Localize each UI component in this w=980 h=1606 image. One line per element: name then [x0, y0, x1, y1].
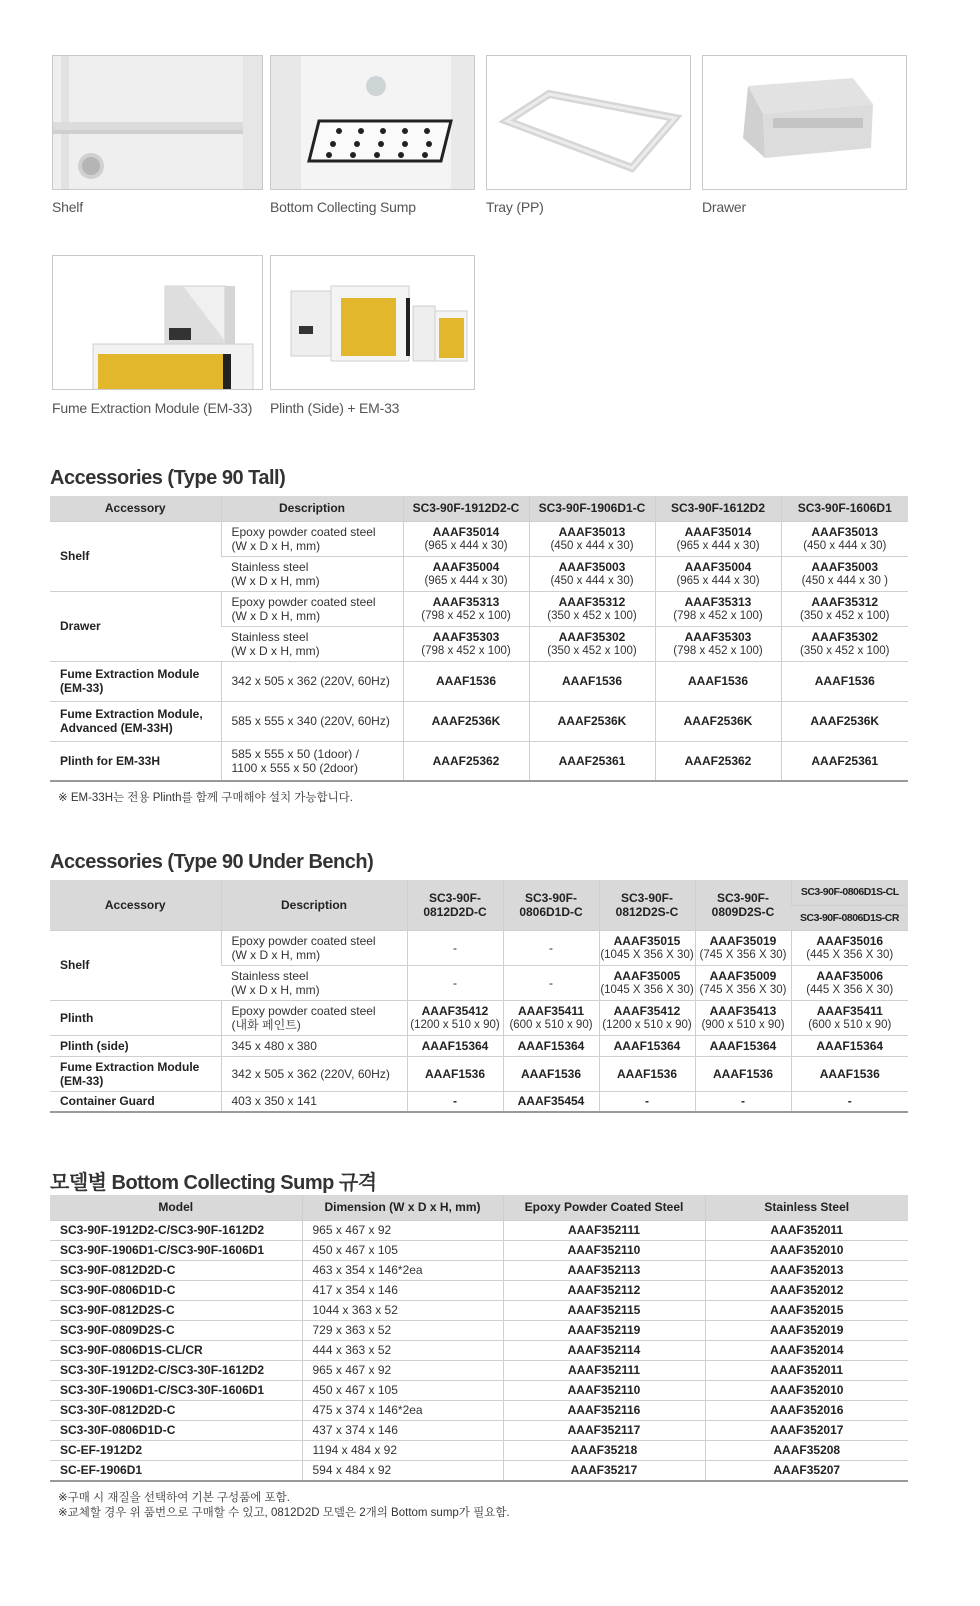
code-cell: AAAF35013 (450 x 444 x 30) [529, 521, 655, 556]
tall-note: ※ EM-33H는 전용 Plinth를 함께 구매해야 설치 가능합니다. [58, 792, 353, 804]
stainless-code-cell: AAAF352019 [705, 1320, 908, 1340]
tall-section-title: Accessories (Type 90 Tall) [50, 467, 286, 489]
dimension-cell: 450 x 467 x 105 [302, 1240, 503, 1260]
table-row [50, 1091, 908, 1112]
code-cell: AAAF35009 (745 X 356 X 30) [695, 965, 791, 1000]
stainless-code-cell: AAAF35208 [705, 1440, 908, 1460]
description-cell: Epoxy powder coated steel (W x D x H, mm) [221, 521, 403, 556]
code-cell: AAAF35454 [503, 1091, 599, 1112]
fume-module-image [52, 255, 263, 390]
epoxy-code-cell: AAAF352111 [503, 1360, 705, 1380]
table-row [50, 1056, 908, 1091]
stainless-code-cell: AAAF35207 [705, 1460, 908, 1481]
table-row [50, 1340, 908, 1360]
bench-section-title: Accessories (Type 90 Under Bench) [50, 851, 374, 873]
description-cell: 342 x 505 x 362 (220V, 60Hz) [221, 661, 403, 701]
model-cell: SC3-90F-0809D2S-C [50, 1320, 302, 1340]
code-cell: AAAF25362 [655, 741, 781, 781]
stainless-code-cell: AAAF352014 [705, 1340, 908, 1360]
table-row [50, 1000, 908, 1035]
code-cell: AAAF35004 (965 x 444 x 30) [655, 556, 781, 591]
accessory-label: Fume Extraction Module (EM-33) [50, 1056, 221, 1091]
model-cell: SC3-30F-0806D1D-C [50, 1420, 302, 1440]
description-cell: Epoxy powder coated steel (W x D x H, mm) [221, 930, 407, 965]
accessory-label: Drawer [50, 591, 221, 661]
code-cell: - [503, 965, 599, 1000]
gallery-caption: Plinth (Side) + EM-33 [270, 400, 400, 416]
gallery-caption: Drawer [702, 199, 746, 215]
code-cell: - [599, 1091, 695, 1112]
sump-section-title: 모델별 Bottom Collecting Sump 규격 [50, 1172, 377, 1194]
code-cell: AAAF1536 [695, 1056, 791, 1091]
code-cell: AAAF1536 [503, 1056, 599, 1091]
epoxy-code-cell: AAAF352116 [503, 1400, 705, 1420]
table-row [50, 1400, 908, 1420]
code-cell: AAAF35014 (965 x 444 x 30) [655, 521, 781, 556]
header-stainless: Stainless Steel [705, 1195, 908, 1220]
table-row [50, 1220, 908, 1240]
description-cell: Stainless steel (W x D x H, mm) [221, 626, 403, 661]
dimension-cell: 463 x 354 x 146*2ea [302, 1260, 503, 1280]
code-cell: AAAF35313 (798 x 452 x 100) [655, 591, 781, 626]
stainless-code-cell: AAAF352015 [705, 1300, 908, 1320]
epoxy-code-cell: AAAF352117 [503, 1420, 705, 1440]
model-cell: SC3-90F-0812D2S-C [50, 1300, 302, 1320]
table-row [50, 521, 908, 556]
code-cell: AAAF35015 (1045 X 356 X 30) [599, 930, 695, 965]
dimension-cell: 965 x 467 x 92 [302, 1360, 503, 1380]
code-cell: AAAF25361 [781, 741, 908, 781]
drawer-image [702, 55, 907, 190]
code-cell: AAAF1536 [529, 661, 655, 701]
tray-image [486, 55, 691, 190]
code-cell: AAAF15364 [503, 1035, 599, 1056]
code-cell: - [695, 1091, 791, 1112]
stainless-code-cell: AAAF352011 [705, 1360, 908, 1380]
code-cell: AAAF2536K [781, 701, 908, 741]
code-cell: AAAF2536K [403, 701, 529, 741]
table-row [50, 1420, 908, 1440]
stainless-code-cell: AAAF352013 [705, 1260, 908, 1280]
gallery-caption: Tray (PP) [486, 199, 544, 215]
header-model: SC3-90F- 0806D1D-C [503, 880, 599, 930]
table-row [50, 1280, 908, 1300]
stainless-code-cell: AAAF352010 [705, 1380, 908, 1400]
code-cell: AAAF35312 (350 x 452 x 100) [529, 591, 655, 626]
code-cell: AAAF1536 [599, 1056, 695, 1091]
description-cell: Stainless steel (W x D x H, mm) [221, 556, 403, 591]
code-cell: AAAF1536 [781, 661, 908, 701]
header-epoxy: Epoxy Powder Coated Steel [503, 1195, 705, 1220]
sump-note-1: ※구매 시 재질을 선택하여 기본 구성품에 포함. [58, 1492, 290, 1504]
table-row [50, 1320, 908, 1340]
dimension-cell: 444 x 363 x 52 [302, 1340, 503, 1360]
description-cell: 585 x 555 x 340 (220V, 60Hz) [221, 701, 403, 741]
description-cell: 585 x 555 x 50 (1door) / 1100 x 555 x 50 (2door) [221, 741, 403, 781]
table-row [50, 741, 908, 781]
epoxy-code-cell: AAAF352115 [503, 1300, 705, 1320]
accessory-label: Fume Extraction Module, Advanced (EM-33H) [50, 701, 221, 741]
header-model: SC3-90F-0806D1S-CR [791, 905, 908, 930]
epoxy-code-cell: AAAF352113 [503, 1260, 705, 1280]
description-cell: 403 x 350 x 141 [221, 1091, 407, 1112]
dimension-cell: 1194 x 484 x 92 [302, 1440, 503, 1460]
accessory-label: Plinth for EM-33H [50, 741, 221, 781]
code-cell: AAAF2536K [655, 701, 781, 741]
code-cell: - [407, 930, 503, 965]
epoxy-code-cell: AAAF352111 [503, 1220, 705, 1240]
table-row [50, 1240, 908, 1260]
code-cell: AAAF35013 (450 x 444 x 30) [781, 521, 908, 556]
code-cell: AAAF35014 (965 x 444 x 30) [403, 521, 529, 556]
code-cell: AAAF25362 [403, 741, 529, 781]
header-model: SC3-90F- 0812D2S-C [599, 880, 695, 930]
accessory-label: Container Guard [50, 1091, 221, 1112]
header-model: SC3-90F- 0809D2S-C [695, 880, 791, 930]
table-row [50, 930, 908, 965]
model-cell: SC-EF-1912D2 [50, 1440, 302, 1460]
code-cell: AAAF15364 [791, 1035, 908, 1056]
table-row [50, 661, 908, 701]
epoxy-code-cell: AAAF352114 [503, 1340, 705, 1360]
dimension-cell: 450 x 467 x 105 [302, 1380, 503, 1400]
dimension-cell: 1044 x 363 x 52 [302, 1300, 503, 1320]
dimension-cell: 729 x 363 x 52 [302, 1320, 503, 1340]
code-cell: AAAF35302 (350 x 452 x 100) [529, 626, 655, 661]
code-cell: AAAF35005 (1045 X 356 X 30) [599, 965, 695, 1000]
bottom-sump-image [270, 55, 475, 190]
table-row [50, 701, 908, 741]
code-cell: AAAF35412 (1200 x 510 x 90) [407, 1000, 503, 1035]
tall-accessories-table [50, 496, 908, 782]
model-cell: SC-EF-1906D1 [50, 1460, 302, 1481]
stainless-code-cell: AAAF352012 [705, 1280, 908, 1300]
code-cell: AAAF15364 [599, 1035, 695, 1056]
code-cell: AAAF1536 [791, 1056, 908, 1091]
sump-spec-table [50, 1195, 908, 1482]
table-row [50, 1380, 908, 1400]
code-cell: AAAF35003 (450 x 444 x 30 ) [781, 556, 908, 591]
code-cell: AAAF35313 (798 x 452 x 100) [403, 591, 529, 626]
table-row [50, 1300, 908, 1320]
code-cell: AAAF35016 (445 X 356 X 30) [791, 930, 908, 965]
model-cell: SC3-30F-1906D1-C/SC3-30F-1606D1 [50, 1380, 302, 1400]
code-cell: AAAF35303 (798 x 452 x 100) [655, 626, 781, 661]
gallery-caption: Fume Extraction Module (EM-33) [52, 400, 253, 416]
dimension-cell: 965 x 467 x 92 [302, 1220, 503, 1240]
stainless-code-cell: AAAF352017 [705, 1420, 908, 1440]
code-cell: - [791, 1091, 908, 1112]
model-cell: SC3-90F-0806D1S-CL/CR [50, 1340, 302, 1360]
accessory-label: Fume Extraction Module (EM-33) [50, 661, 221, 701]
dimension-cell: 594 x 484 x 92 [302, 1460, 503, 1481]
description-cell: Stainless steel (W x D x H, mm) [221, 965, 407, 1000]
epoxy-code-cell: AAAF352119 [503, 1320, 705, 1340]
table-row [50, 1035, 908, 1056]
epoxy-code-cell: AAAF352110 [503, 1240, 705, 1260]
accessory-label: Shelf [50, 930, 221, 1000]
code-cell: AAAF35412 (1200 x 510 x 90) [599, 1000, 695, 1035]
model-cell: SC3-90F-1906D1-C/SC3-90F-1606D1 [50, 1240, 302, 1260]
code-cell: AAAF35003 (450 x 444 x 30) [529, 556, 655, 591]
description-cell: 342 x 505 x 362 (220V, 60Hz) [221, 1056, 407, 1091]
header-model: SC3-90F- 0812D2D-C [407, 880, 503, 930]
description-cell: 345 x 480 x 380 [221, 1035, 407, 1056]
header-accessory: Accessory [50, 880, 221, 930]
gallery-caption: Shelf [52, 199, 83, 215]
gallery-caption: Bottom Collecting Sump [270, 199, 416, 215]
shelf-image [52, 55, 263, 190]
header-model: SC3-90F-0806D1S-CL [791, 880, 908, 905]
header-model: SC3-90F-1612D2 [655, 496, 781, 521]
table-row [50, 1360, 908, 1380]
code-cell: - [503, 930, 599, 965]
accessory-label: Plinth (side) [50, 1035, 221, 1056]
bench-accessories-table [50, 880, 908, 1113]
code-cell: AAAF2536K [529, 701, 655, 741]
code-cell: AAAF1536 [655, 661, 781, 701]
header-dimension: Dimension (W x D x H, mm) [302, 1195, 503, 1220]
header-model: Model [50, 1195, 302, 1220]
header-model: SC3-90F-1606D1 [781, 496, 908, 521]
dimension-cell: 437 x 374 x 146 [302, 1420, 503, 1440]
description-cell: Epoxy powder coated steel (내화 페인트) [221, 1000, 407, 1035]
epoxy-code-cell: AAAF352112 [503, 1280, 705, 1300]
header-model: SC3-90F-1906D1-C [529, 496, 655, 521]
header-description: Description [221, 496, 403, 521]
code-cell: AAAF35411 (600 x 510 x 90) [503, 1000, 599, 1035]
sump-note-2: ※교체할 경우 위 품번으로 구매할 수 있고, 0812D2D 모델은 2개의 Bottom sump가 필요함. [58, 1507, 510, 1519]
accessory-label: Plinth [50, 1000, 221, 1035]
header-model: SC3-90F-1912D2-C [403, 496, 529, 521]
code-cell: - [407, 1091, 503, 1112]
model-cell: SC3-30F-0812D2D-C [50, 1400, 302, 1420]
code-cell: AAAF1536 [403, 661, 529, 701]
model-cell: SC3-90F-0806D1D-C [50, 1280, 302, 1300]
code-cell: AAAF25361 [529, 741, 655, 781]
dimension-cell: 417 x 354 x 146 [302, 1280, 503, 1300]
model-cell: SC3-90F-0812D2D-C [50, 1260, 302, 1280]
code-cell: AAAF35302 (350 x 452 x 100) [781, 626, 908, 661]
accessory-label: Shelf [50, 521, 221, 591]
epoxy-code-cell: AAAF352110 [503, 1380, 705, 1400]
code-cell: AAAF35004 (965 x 444 x 30) [403, 556, 529, 591]
code-cell: AAAF35413 (900 x 510 x 90) [695, 1000, 791, 1035]
stainless-code-cell: AAAF352011 [705, 1220, 908, 1240]
table-row [50, 1440, 908, 1460]
dimension-cell: 475 x 374 x 146*2ea [302, 1400, 503, 1420]
code-cell: - [407, 965, 503, 1000]
header-accessory: Accessory [50, 496, 221, 521]
description-cell: Epoxy powder coated steel (W x D x H, mm) [221, 591, 403, 626]
code-cell: AAAF35303 (798 x 452 x 100) [403, 626, 529, 661]
table-row [50, 1460, 908, 1481]
code-cell: AAAF15364 [695, 1035, 791, 1056]
code-cell: AAAF35312 (350 x 452 x 100) [781, 591, 908, 626]
model-cell: SC3-30F-1912D2-C/SC3-30F-1612D2 [50, 1360, 302, 1380]
code-cell: AAAF35006 (445 X 356 X 30) [791, 965, 908, 1000]
epoxy-code-cell: AAAF35218 [503, 1440, 705, 1460]
table-row [50, 591, 908, 626]
plinth-side-image [270, 255, 475, 390]
stainless-code-cell: AAAF352016 [705, 1400, 908, 1420]
header-description: Description [221, 880, 407, 930]
model-cell: SC3-90F-1912D2-C/SC3-90F-1612D2 [50, 1220, 302, 1240]
code-cell: AAAF35019 (745 X 356 X 30) [695, 930, 791, 965]
code-cell: AAAF15364 [407, 1035, 503, 1056]
table-row [50, 1260, 908, 1280]
stainless-code-cell: AAAF352010 [705, 1240, 908, 1260]
code-cell: AAAF35411 (600 x 510 x 90) [791, 1000, 908, 1035]
code-cell: AAAF1536 [407, 1056, 503, 1091]
epoxy-code-cell: AAAF35217 [503, 1460, 705, 1481]
